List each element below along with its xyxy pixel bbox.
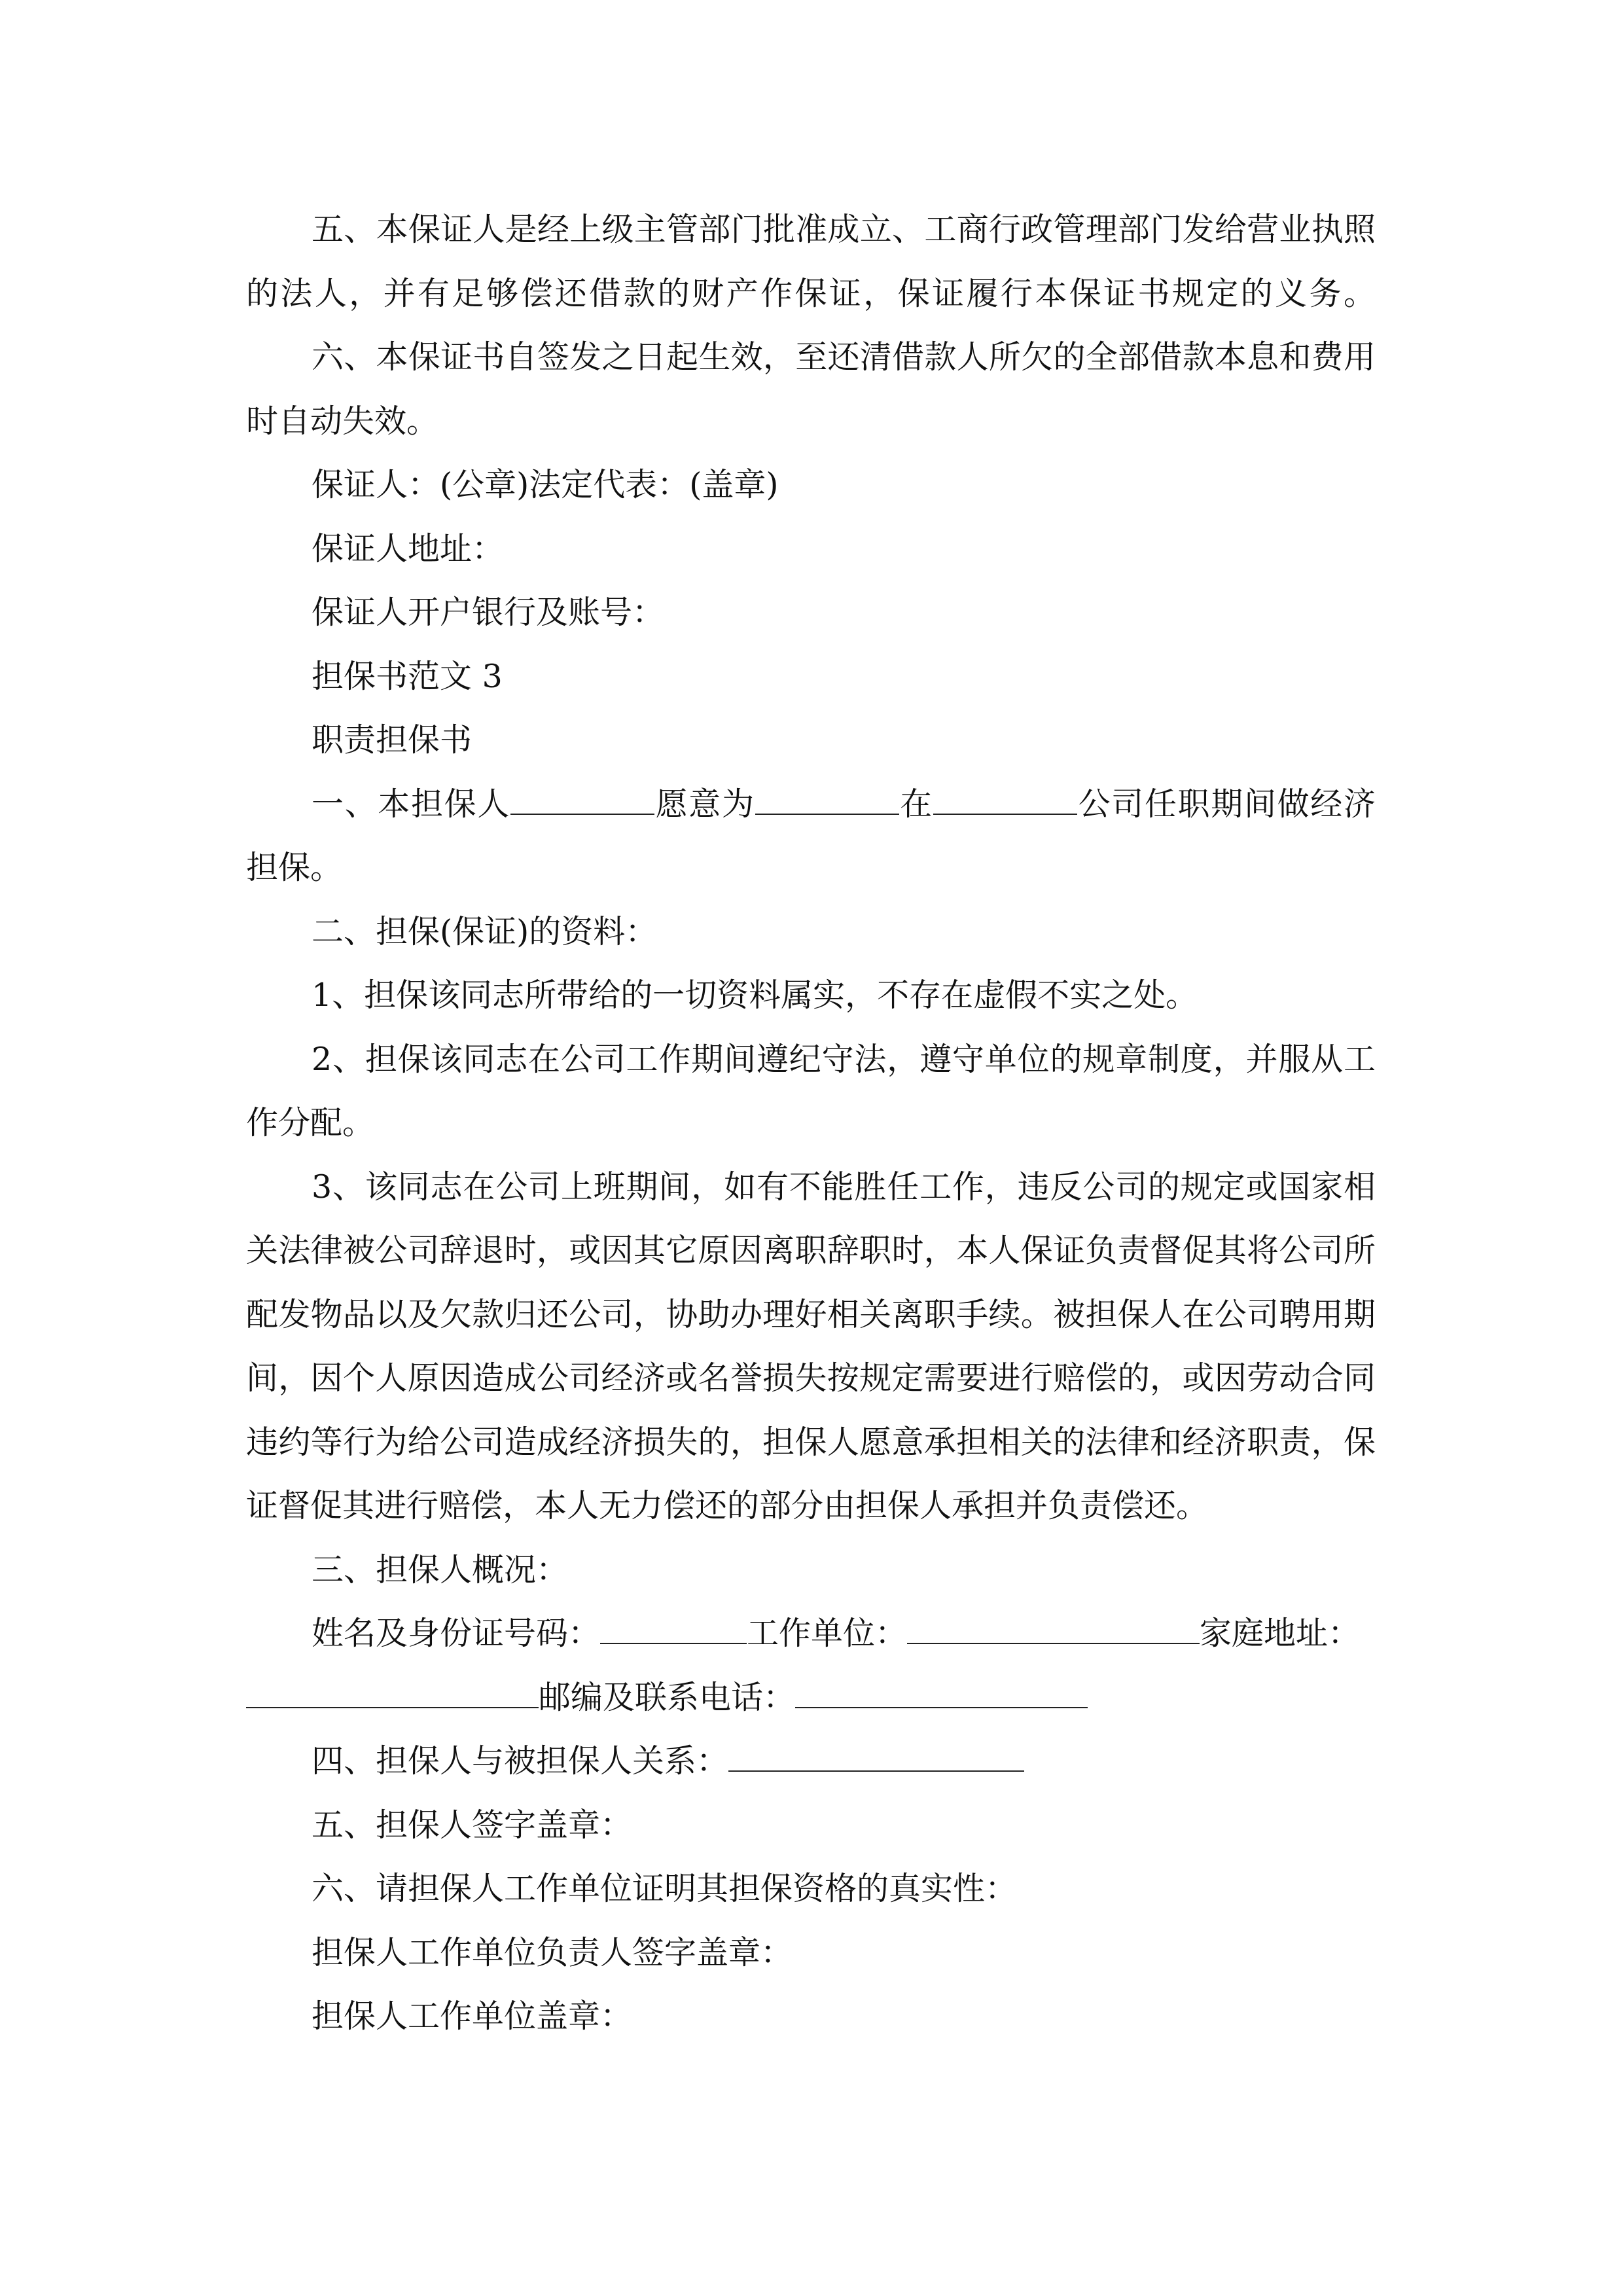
paragraph-line: 配发物品以及欠款归还公司，协助办理好相关离职手续。被担保人在公司聘用期 <box>246 1296 1376 1333</box>
paragraph-line: 担保。 <box>246 849 343 886</box>
relationship-label: 四、担保人与被担保人关系： <box>312 1742 729 1780</box>
info-line <box>246 1666 1088 1730</box>
text: 公司任职期间做经济 <box>1077 785 1376 823</box>
paragraph-line: 3、该同志在公司上班期间，如有不能胜任工作，违反公司的规定或国家相 <box>312 1168 1376 1206</box>
paragraph-line: 间，因个人原因造成公司经济或名誉损失按规定需要进行赔偿的，或因劳动合同 <box>246 1359 1376 1397</box>
paragraph-line: 的法人，并有足够偿还借款的财产作保证，保证履行本保证书规定的义务。 <box>246 275 1376 312</box>
paragraph-line: 五、担保人签字盖章： <box>312 1806 633 1844</box>
phone-blank <box>795 1681 1088 1708</box>
text: 愿意为 <box>654 785 755 823</box>
address-blank <box>246 1681 539 1708</box>
fill-blank <box>933 787 1077 815</box>
paragraph-line: 关法律被公司辞退时，或因其它原因离职辞职时，本人保证负责督促其将公司所 <box>246 1232 1376 1269</box>
paragraph-line: 时自动失效。 <box>246 403 439 440</box>
id-label: 姓名及身份证号码： <box>312 1615 601 1652</box>
info-line <box>312 1602 1360 1666</box>
paragraph-line: 三、担保人概况： <box>312 1551 569 1588</box>
phone-label: 邮编及联系电话： <box>539 1679 796 1716</box>
fill-blank <box>755 787 899 815</box>
guarantor-address-line: 保证人地址： <box>312 530 505 567</box>
paragraph-line: 六、本保证书自签发之日起生效，至还清借款人所欠的全部借款本息和费用 <box>312 338 1376 376</box>
workplace-blank <box>907 1617 1200 1644</box>
relationship-line <box>312 1729 1024 1793</box>
text: 一、本担保人 <box>312 785 510 823</box>
paragraph-line: 证督促其进行赔偿，本人无力偿还的部分由担保人承担并负责偿还。 <box>246 1487 1209 1524</box>
guarantor-signature-line: 保证人：(公章)法定代表：(盖章) <box>312 466 779 503</box>
paragraph-line: 1、担保该同志所带给的一切资料属实，不存在虚假不实之处。 <box>312 977 1198 1014</box>
guarantor-bank-line: 保证人开户银行及账号： <box>312 594 665 631</box>
workplace-label: 工作单位： <box>747 1615 908 1652</box>
paragraph-line: 担保人工作单位盖章： <box>312 1998 633 2035</box>
section-heading: 担保书范文 3 <box>312 658 503 695</box>
paragraph-line: 违约等行为给公司造成经济损失的，担保人愿意承担相关的法律和经济职责，保 <box>246 1424 1376 1461</box>
text: 在 <box>899 785 933 823</box>
paragraph-line: 2、担保该同志在公司工作期间遵纪守法，遵守单位的规章制度，并服从工 <box>312 1041 1376 1078</box>
id-blank <box>600 1617 747 1644</box>
paragraph-line: 五、本保证人是经上级主管部门批准成立、工商行政管理部门发给营业执照 <box>312 211 1376 248</box>
document-title: 职责担保书 <box>312 721 473 759</box>
paragraph-line: 担保人工作单位负责人签字盖章： <box>312 1934 793 1971</box>
paragraph-line <box>312 772 1376 836</box>
paragraph-line: 作分配。 <box>246 1104 375 1141</box>
paragraph-line: 六、请担保人工作单位证明其担保资格的真实性： <box>312 1870 1018 1907</box>
paragraph-line: 二、担保(保证)的资料： <box>312 913 658 950</box>
relationship-blank <box>728 1744 1024 1772</box>
address-label: 家庭地址： <box>1200 1615 1361 1652</box>
fill-blank <box>510 787 654 815</box>
